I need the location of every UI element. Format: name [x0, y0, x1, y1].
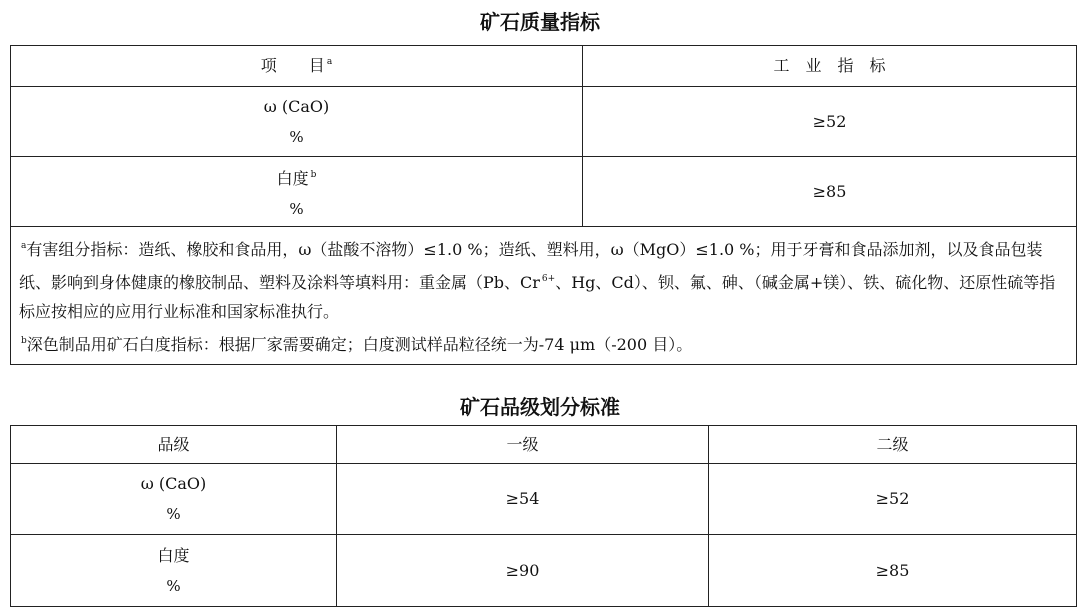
footnote-a-marker: a	[326, 57, 333, 67]
row-unit: %	[289, 199, 304, 218]
row-name: 白度	[276, 168, 309, 188]
row-value: ≥52	[583, 87, 1077, 157]
table-header-row	[11, 46, 1077, 87]
notes-cell	[11, 227, 1077, 365]
row-value-grade-2: ≥52	[709, 464, 1077, 535]
grade-standard-table	[10, 425, 1077, 607]
note-b	[19, 327, 1068, 360]
row-unit: %	[166, 576, 181, 595]
table-row	[11, 157, 1077, 227]
row-value-grade-1: ≥54	[337, 464, 709, 535]
row-name: 白度	[157, 545, 190, 565]
header-item-label: 项 目	[260, 56, 325, 75]
row-name: ω (CaO)	[140, 474, 207, 493]
table-row	[11, 535, 1077, 607]
header-item-cell	[11, 46, 583, 87]
row-name-cell	[11, 87, 583, 157]
note-b-text: 深色制品用矿石白度指标：根据厂家需要确定；白度测试样品粒径统一为-74 μm（-200 目）。	[26, 334, 693, 354]
quality-index-table	[10, 45, 1077, 365]
header-standard-cell	[583, 46, 1077, 87]
row-unit: %	[289, 127, 304, 146]
header-grade: 品级	[11, 426, 337, 464]
header-grade-2: 二级	[709, 426, 1077, 464]
note-a-superscript: 6+	[541, 273, 556, 284]
footnote-b-marker: b	[310, 169, 317, 180]
quality-table-title: 矿石质量指标	[480, 10, 600, 34]
row-value: ≥85	[583, 157, 1077, 227]
table-row	[11, 87, 1077, 157]
note-a-text-cont: 、Hg、Cd）、钡、氟、砷、（碱金属+镁）、铁、硫化物、还原性硫等指标应按相应的应用行业标准和国家标准执行。	[19, 272, 1056, 321]
note-a-text: 有害组分指标：造纸、橡胶和食品用，ω（盐酸不溶物）≤1.0 %；造纸、塑料用，ω（MgO）≤1.0 %；用于牙膏和食品添加剂，以及食品包装纸、影响到身体健康的橡胶制品、塑料及涂料等填料用：重金属（Pb、Cr	[19, 240, 1043, 292]
table-row	[11, 464, 1077, 535]
notes-row	[11, 227, 1077, 365]
note-a-mark: a	[21, 241, 27, 251]
grade-table-title: 矿石品级划分标准	[460, 395, 620, 419]
header-standard-label: 工 业 指 标	[773, 56, 886, 75]
table-header-row	[11, 426, 1077, 464]
note-a	[19, 240, 1055, 321]
row-name-cell	[11, 535, 337, 607]
row-value-grade-1: ≥90	[337, 535, 709, 607]
note-b-mark: b	[21, 335, 27, 346]
row-name: ω (CaO)	[263, 96, 330, 116]
row-name-cell	[11, 157, 583, 227]
row-value-grade-2: ≥85	[709, 535, 1077, 607]
row-name-cell	[11, 464, 337, 535]
row-unit: %	[166, 505, 181, 523]
header-grade-1: 一级	[337, 426, 709, 464]
